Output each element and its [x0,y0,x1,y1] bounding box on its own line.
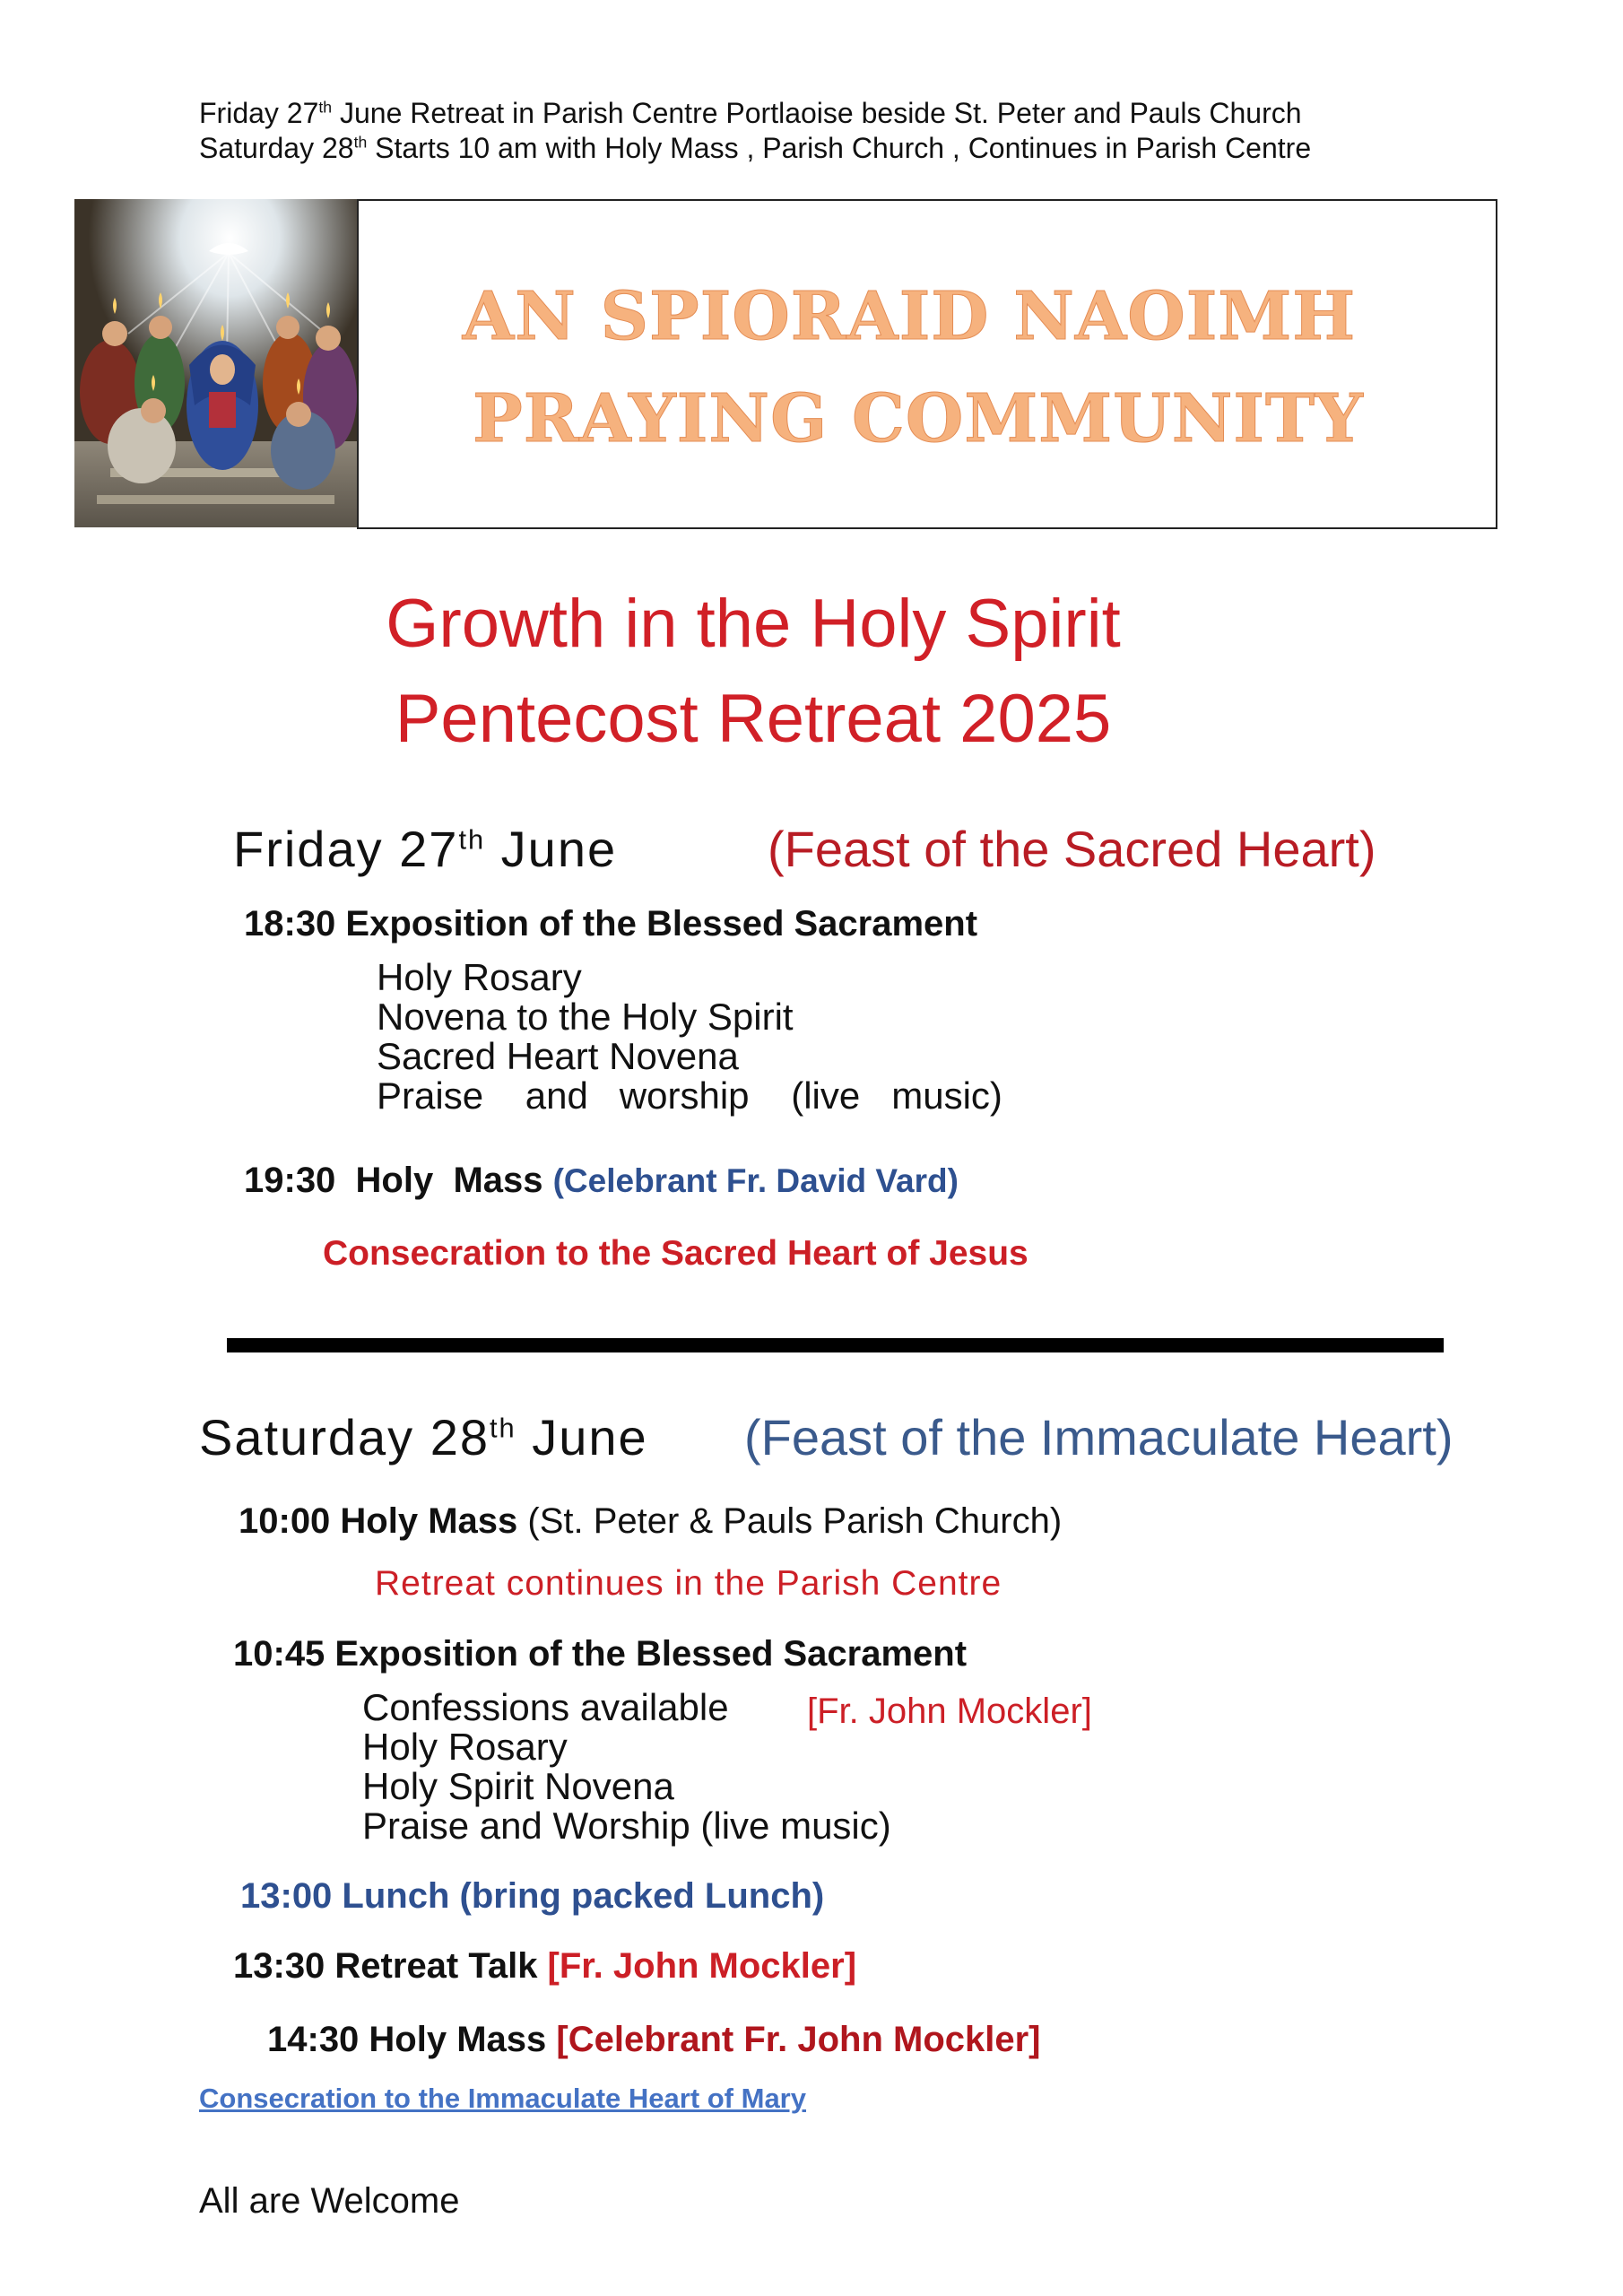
friday-celebrant: (Celebrant Fr. David Vard) [552,1162,959,1199]
talk-priest: [Fr. John Mockler] [537,1946,857,1986]
retreat-continues-note: Retreat continues in the Parish Centre [375,1564,1002,1603]
saturday-exposition: 10:45 Exposition of the Blessed Sacrament [233,1634,968,1674]
saturday-mass-place: (St. Peter & Pauls Parish Church) [517,1501,1063,1541]
friday-sub-item: Sacred Heart Novena [377,1035,739,1077]
community-banner [357,199,1497,529]
saturday-lunch: 13:00 Lunch (bring packed Lunch) [240,1876,825,1916]
banner-title-line-1: AN SPIORAID NAOIMH [462,278,1357,355]
saturday-confessions: Confessions available [362,1686,729,1728]
friday-feast: (Feast of the Sacred Heart) [768,821,1376,877]
afternoon-mass-celebrant: [Celebrant Fr. John Mockler] [546,2020,1041,2059]
saturday-heading: Saturday 28th June [199,1409,664,1465]
saturday-feast: (Feast of the Immaculate Heart) [744,1409,1454,1465]
friday-holy-mass: 19:30 Holy Mass (Celebrant Fr. David Vard) [244,1161,959,1200]
pentecost-painting [74,199,357,527]
header-line-1: Friday 27th June Retreat in Parish Centre Portlaoise beside St. Peter and Pauls Church [199,97,1302,129]
saturday-morning-mass: 10:00 Holy Mass (St. Peter & Pauls Parish Church) [239,1501,1063,1541]
retreat-title-line-1: Growth in the Holy Spirit [386,586,1121,662]
saturday-afternoon-mass: 14:30 Holy Mass [Celebrant Fr. John Mockler] [267,2020,1041,2059]
friday-heading: Friday 27th June [233,821,618,877]
banner-title-line-2: PRAYING COMMUNITY [473,380,1364,457]
saturday-sub-item: Holy Spirit Novena [362,1765,674,1807]
friday-sub-item: Holy Rosary [377,956,582,998]
confessions-priest: [Fr. John Mockler] [807,1692,1092,1731]
immaculate-heart-consecration: Consecration to the Immaculate Heart of Mary [199,2083,806,2114]
friday-exposition: 18:30 Exposition of the Blessed Sacrament [244,904,978,944]
retreat-title-line-2: Pentecost Retreat 2025 [395,681,1112,757]
saturday-retreat-talk: 13:30 Retreat Talk [Fr. John Mockler] [233,1946,857,1986]
saturday-sub-item: Holy Rosary [362,1726,568,1768]
header-line-2: Saturday 28th Starts 10 am with Holy Mass , Parish Church , Continues in Parish Centre [199,132,1312,164]
saturday-sub-item: Praise and Worship (live music) [362,1805,891,1847]
welcome-note: All are Welcome [199,2181,460,2221]
section-divider [227,1338,1444,1352]
friday-consecration: Consecration to the Sacred Heart of Jesus [323,1234,1028,1273]
friday-sub-item: Praise and worship (live music) [377,1074,1002,1117]
friday-sub-item: Novena to the Holy Spirit [377,996,794,1038]
